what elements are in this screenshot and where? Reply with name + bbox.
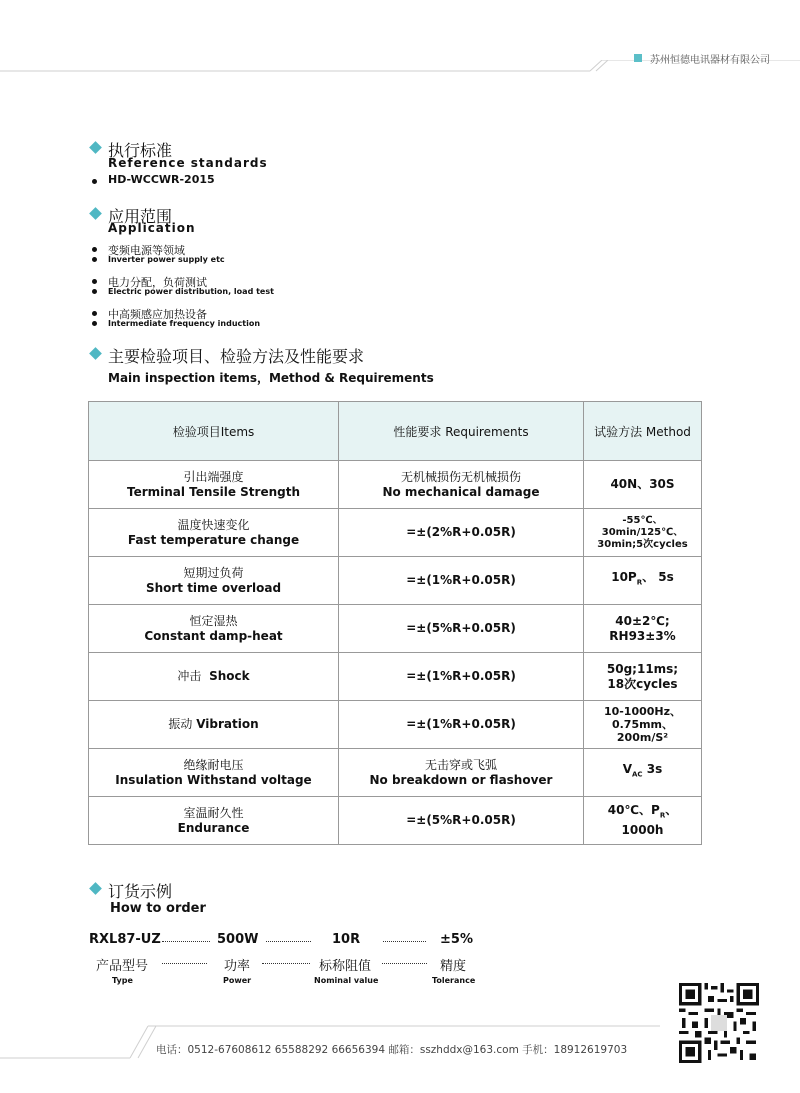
requirement-zh: 无击穿或飞弧	[424, 757, 497, 772]
method-line	[588, 762, 697, 782]
order-title-zh: 订货示例	[108, 882, 173, 901]
diamond-bullet-icon	[89, 141, 102, 154]
item-cell	[89, 605, 339, 653]
requirement-value: =±(1%R+0.05R)	[406, 717, 516, 731]
inspection-title-zh: 主要检验项目、检验方法及性能要求	[108, 347, 365, 366]
requirement-value: No breakdown or flashover	[369, 772, 553, 787]
item-en: Insulation Withstand voltage	[115, 772, 312, 787]
requirement-cell	[339, 749, 584, 797]
table-header-row	[89, 402, 702, 461]
method-cell	[584, 749, 702, 797]
item-cell	[89, 749, 339, 797]
method-line: 10-1000Hz、	[603, 705, 682, 718]
method-subscript: R	[636, 578, 643, 587]
application-title-en: Application	[108, 221, 196, 235]
method-cell	[584, 461, 702, 509]
method-line: 40N、30S	[610, 477, 675, 491]
requirement-value: =±(2%R+0.05R)	[406, 525, 516, 539]
method-cell	[584, 797, 702, 845]
standard-code: HD-WCCWR-2015	[108, 173, 215, 186]
bullet-dot-icon	[92, 247, 97, 252]
bullet-dot-icon	[92, 279, 97, 284]
requirement-cell	[339, 557, 584, 605]
table-row	[89, 797, 702, 845]
order-power-value: 500W	[217, 932, 259, 947]
method-line: 18次cycles	[607, 676, 678, 691]
dotted-leader	[162, 963, 207, 964]
table-row	[89, 461, 702, 509]
item-zh: 室温耐久性	[183, 805, 244, 820]
application-item-en: Electric power distribution, load test	[108, 287, 274, 296]
method-line: -55℃、	[622, 514, 663, 526]
requirement-cell	[339, 605, 584, 653]
item-en: Fast temperature change	[127, 532, 300, 547]
method-line: RH93±3%	[609, 628, 676, 643]
method-cell	[584, 701, 702, 749]
method-text: 、1000h	[621, 802, 678, 838]
item-zh: 绝缘耐电压	[183, 757, 244, 772]
bullet-dot-icon	[92, 321, 97, 326]
application-item-zh: 电力分配，负荷测试	[108, 276, 207, 289]
method-line	[588, 803, 697, 838]
column-header: 检验项目Items	[89, 402, 339, 461]
application-item-en: Intermediate frequency induction	[108, 319, 261, 328]
diamond-bullet-icon	[89, 207, 102, 220]
order-tolerance-label-zh: 精度	[440, 959, 467, 974]
item-zh: 冲击	[177, 669, 202, 683]
order-type-label-en: Type	[112, 976, 133, 985]
order-tolerance-label-en: Tolerance	[432, 976, 476, 985]
order-tolerance-value: ±5%	[440, 932, 473, 947]
item-en: Shock	[209, 669, 250, 683]
item-zh: 振动	[168, 717, 193, 731]
item-en: Terminal Tensile Strength	[126, 484, 300, 499]
requirement-value: =±(5%R+0.05R)	[406, 621, 516, 635]
method-line: 30min;5次cycles	[597, 538, 688, 550]
table-row	[89, 557, 702, 605]
method-text: 、 5s	[642, 570, 674, 585]
header-square-icon	[634, 54, 642, 62]
diamond-bullet-icon	[89, 882, 102, 895]
dotted-leader	[382, 963, 427, 964]
item-zh: 引出端强度	[183, 469, 244, 484]
standards-title-zh: 执行标准	[108, 141, 173, 160]
item-zh: 短期过负荷	[183, 565, 244, 580]
item-zh: 温度快速变化	[177, 517, 250, 532]
table-row	[89, 509, 702, 557]
requirement-cell	[339, 653, 584, 701]
requirement-value: =±(5%R+0.05R)	[406, 813, 516, 827]
dotted-leader	[266, 941, 311, 942]
order-type-value: RXL87-UZ	[89, 932, 161, 947]
order-power-label-en: Power	[223, 976, 252, 985]
item-cell	[89, 557, 339, 605]
table-row	[89, 605, 702, 653]
item-en: Endurance	[177, 820, 250, 835]
bullet-dot-icon	[92, 311, 97, 316]
application-title-zh: 应用范围	[108, 207, 173, 226]
bullet-dot-icon	[92, 179, 97, 184]
inspection-title-en: Main inspection items，Method & Requirements	[108, 371, 434, 385]
method-cell	[584, 557, 702, 605]
requirement-value: =±(1%R+0.05R)	[406, 669, 516, 683]
method-line	[588, 570, 697, 590]
dotted-leader	[383, 941, 426, 942]
requirement-cell	[339, 701, 584, 749]
item-en: Short time overload	[145, 580, 282, 595]
method-line: 200m/S²	[616, 731, 669, 744]
method-text: 40℃、P	[607, 802, 660, 817]
item-en: Constant damp-heat	[144, 628, 283, 643]
item-cell	[89, 509, 339, 557]
method-line: 50g;11ms;	[606, 661, 679, 676]
column-header: 性能要求 Requirements	[339, 402, 584, 461]
item-cell	[89, 701, 339, 749]
bullet-dot-icon	[92, 289, 97, 294]
requirement-value: No mechanical damage	[382, 484, 540, 499]
method-cell	[584, 605, 702, 653]
method-subscript: R	[659, 811, 666, 820]
dotted-leader	[262, 963, 310, 964]
method-cell	[584, 509, 702, 557]
order-type-label-zh: 产品型号	[96, 959, 149, 974]
method-line: 0.75mm、	[611, 718, 674, 731]
item-cell	[89, 653, 339, 701]
order-power-label-zh: 功率	[224, 959, 251, 974]
order-resistance-label-en: Nominal value	[314, 976, 379, 985]
application-item-zh: 中高频感应加热设备	[108, 308, 207, 321]
requirement-cell	[339, 509, 584, 557]
order-resistance-value: 10R	[332, 932, 361, 947]
requirement-zh: 无机械损伤无机械损伤	[400, 469, 521, 484]
standards-title-en: Reference standards	[108, 156, 268, 170]
method-text: V	[622, 762, 633, 777]
requirement-value: =±(1%R+0.05R)	[406, 573, 516, 587]
item-cell	[89, 461, 339, 509]
order-resistance-label-zh: 标称阻值	[319, 959, 372, 974]
method-cell	[584, 653, 702, 701]
application-item-en: Inverter power supply etc	[108, 255, 225, 264]
item-cell	[89, 797, 339, 845]
dotted-leader	[162, 941, 210, 942]
method-text: 10P	[611, 570, 637, 585]
method-line: 30min/125℃、	[601, 526, 684, 538]
requirement-cell	[339, 461, 584, 509]
application-item-zh: 变频电源等领域	[108, 244, 185, 257]
inspection-table	[88, 401, 702, 845]
method-text: 3s	[646, 762, 663, 777]
bullet-dot-icon	[92, 257, 97, 262]
column-header: 试验方法 Method	[584, 402, 702, 461]
footer-contact: 电话：0512-67608612 65588292 66656394 邮箱：sszhddx@163.com 手机：18912619703	[156, 1044, 628, 1056]
method-subscript: AC	[632, 770, 643, 779]
table-row	[89, 749, 702, 797]
method-line: 40±2℃;	[615, 613, 670, 628]
item-zh: 恒定湿热	[189, 613, 238, 628]
table-row	[89, 701, 702, 749]
diamond-bullet-icon	[89, 347, 102, 360]
requirement-cell	[339, 797, 584, 845]
table-row	[89, 653, 702, 701]
company-name: 苏州恒德电讯器材有限公司	[650, 55, 770, 66]
order-title-en: How to order	[110, 901, 206, 916]
item-en: Vibration	[196, 717, 259, 731]
